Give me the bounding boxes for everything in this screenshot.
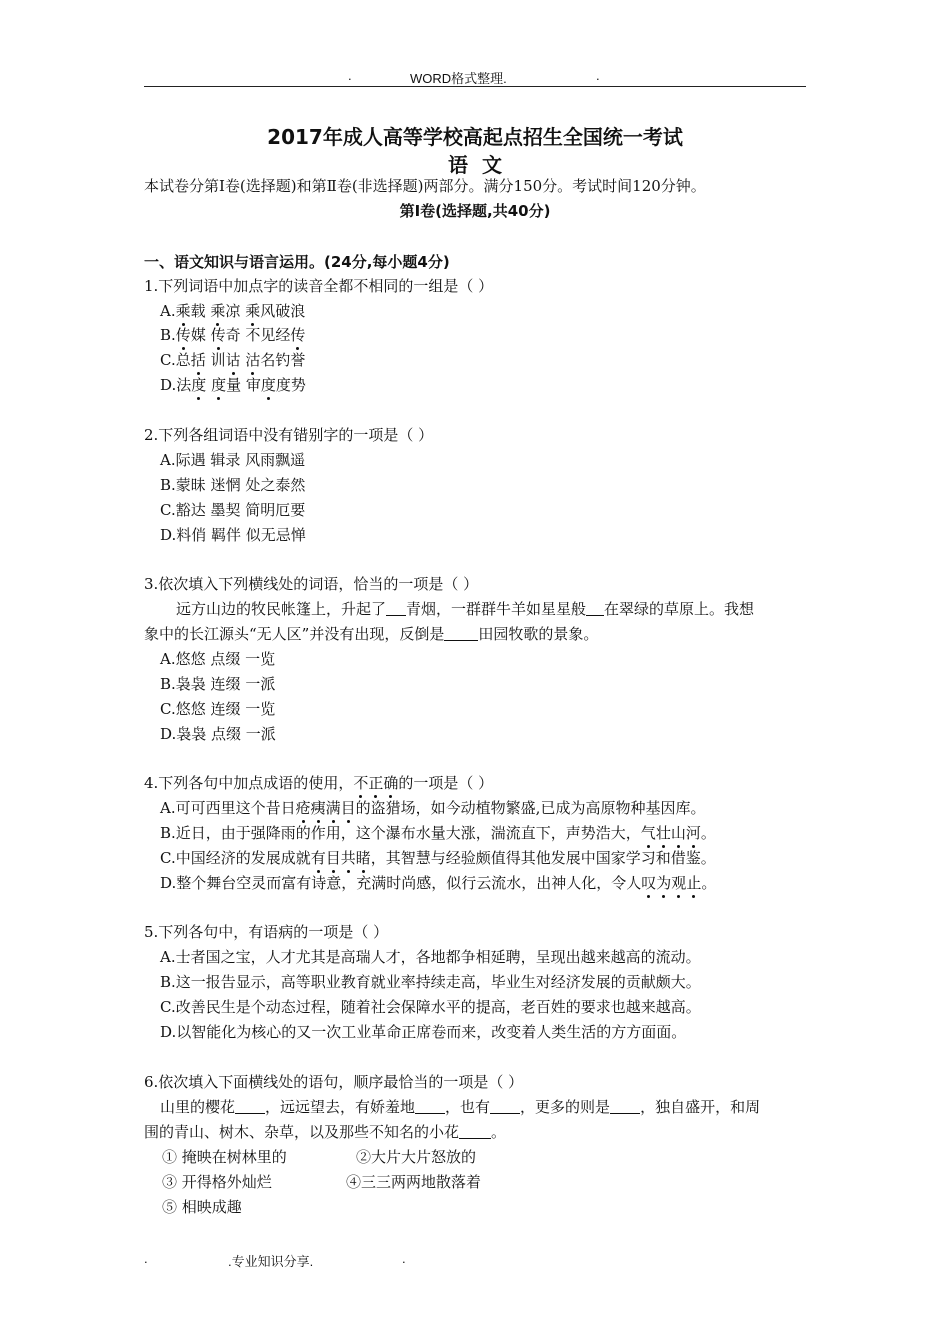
- q1a-dot1: 乘: [175, 302, 191, 320]
- blank: [610, 1099, 640, 1114]
- q3-option-d: D.袅袅 点缀 一派: [160, 725, 276, 743]
- page-header: [144, 66, 806, 87]
- q3-text: 田园牧歌的景象。: [478, 625, 599, 643]
- q1a-t4: 凉: [225, 302, 246, 320]
- q4-dot: 满: [325, 799, 341, 817]
- q4-text: B.近日，由于强降雨的作用，这个瀑布水量大涨，湍流直下，声势浩大，: [160, 824, 641, 842]
- q4-option-a: [160, 798, 705, 818]
- q4-dot: 痍: [310, 799, 326, 817]
- q4-dot: 山: [670, 824, 686, 842]
- q1d-dot1: 度: [191, 376, 207, 394]
- q3-option-c: C.悠悠 连缀 一览: [160, 700, 276, 718]
- q2-option-a: A.际遇 辑录 风雨飘遥: [160, 451, 306, 469]
- q4-dot: 确: [383, 774, 399, 792]
- q1c-dot3: 诂: [225, 351, 241, 369]
- q1d-t0: D.法: [160, 376, 192, 394]
- q6-text: ，远远望去，有娇羞地: [265, 1098, 416, 1116]
- q4-dot: 止: [686, 874, 702, 892]
- q3-passage-line2: [144, 624, 598, 644]
- q4-dot: 不: [353, 774, 369, 792]
- q6-text: ，也有: [445, 1098, 491, 1116]
- q1-stem: 1.下列词语中加点字的读音全都不相同的一组是（ ）: [144, 277, 494, 295]
- q5-option-b: B.这一报告显示，高等职业教育就业率持续走高，毕业生对经济发展的贡献颇大。: [160, 973, 701, 991]
- q1a-dot3: 乘: [210, 302, 226, 320]
- q4-dot: 叹: [641, 874, 657, 892]
- q4-text: 。: [701, 874, 717, 892]
- q3-text: 象中的长江源头“无人区”并没有出现，反倒是: [144, 625, 445, 643]
- q1-option-d: [160, 375, 306, 395]
- q1b-t4: 奇 不见经: [225, 326, 291, 344]
- footer-dot-right: .: [402, 1251, 406, 1266]
- q1a-dot5: 乘: [245, 302, 261, 320]
- q1b-t0: B.: [160, 326, 176, 344]
- q2-stem: 2.下列各组词语中没有错别字的一项是（ ）: [144, 426, 434, 444]
- section1-title: 一、语文知识与语言运用。(24分,每小题4分): [144, 253, 450, 271]
- q3-stem: 3.依次填入下列横线处的词语，恰当的一项是（ ）: [144, 575, 479, 593]
- q1-option-c: [160, 350, 305, 370]
- q5-option-c: C.改善民生是个动态过程，随着社会保障水平的提高，老百姓的要求也越来越高。: [160, 998, 701, 1016]
- q4-dot: 共: [340, 849, 356, 867]
- q6-text: 山里的樱花: [160, 1098, 236, 1116]
- q1b-dot1: 传: [175, 326, 191, 344]
- q4-dot: 目: [325, 849, 341, 867]
- blank: [459, 1124, 491, 1139]
- blank: [586, 601, 604, 616]
- q4-option-b: [160, 823, 716, 843]
- q5-option-d: D.以智能化为核心的又一次工业革命正席卷而来，改变着人类生活的方方面面。: [160, 1023, 687, 1041]
- q4-text: A.可可西里这个昔日: [160, 799, 296, 817]
- exam-subject: 语文: [448, 153, 516, 177]
- q4-dot: 观: [671, 874, 687, 892]
- q6-choice-4: ④三三两两地散落着: [346, 1173, 482, 1191]
- q3-text: 远方山边的牧民帐篷上，升起了: [176, 600, 387, 618]
- q4-text: C.中国经济的发展成就: [160, 849, 311, 867]
- q3-option-b: B.袅袅 连缀 一派: [160, 675, 276, 693]
- q6-passage-line1: [160, 1097, 760, 1117]
- q4-dot: 气: [640, 824, 656, 842]
- q4-dot: 有: [310, 849, 326, 867]
- exam-title: 2017年成人高等学校高起点招生全国统一考试: [267, 125, 683, 149]
- q1d-t6: 度势: [275, 376, 306, 394]
- exam-intro: 本试卷分第Ⅰ卷(选择题)和第Ⅱ卷(非选择题)两部分。满分150分。考试时间120分钟。: [144, 177, 706, 195]
- q4-dot: 为: [656, 874, 672, 892]
- blank: [386, 601, 406, 616]
- q3-passage-line1: [176, 599, 754, 619]
- q4-text: D.整个舞台空灵而富有诗意，充满时尚感，似行云流水，出神人化，令人: [160, 874, 642, 892]
- q4-stem: [144, 773, 493, 793]
- q6-text: ，更多的则是: [520, 1098, 611, 1116]
- q1c-t2: 训: [205, 351, 226, 369]
- q4-dot: 目: [340, 799, 356, 817]
- q6-passage-line2: [144, 1122, 506, 1142]
- q3-text: 在翠绿的草原上。我想: [604, 600, 755, 618]
- q1d-dot5: 度: [260, 376, 276, 394]
- q2-option-d: D.料俏 羁伴 似无忌惮: [160, 526, 306, 544]
- q4-dot: 疮: [295, 799, 311, 817]
- q1c-t6: 名钓誉: [260, 351, 306, 369]
- blank: [415, 1099, 445, 1114]
- q4-text: 的盗猎场，如今动植物繁盛,已成为高原物种基因库。: [355, 799, 706, 817]
- blank: [444, 626, 478, 641]
- q1-option-b: [160, 325, 305, 345]
- q6-choice-3: ③ 开得格外灿烂: [162, 1173, 272, 1191]
- q6-text: 。: [491, 1123, 507, 1141]
- q1b-t2: 媒: [190, 326, 211, 344]
- q1c-dot5: 沽: [245, 351, 261, 369]
- q6-text: 围的青山、树木、杂草，以及那些不知名的小花: [144, 1123, 460, 1141]
- header-dot-right: .: [596, 68, 600, 83]
- q1d-dot3: 度: [211, 376, 227, 394]
- q1-option-a: [160, 301, 305, 321]
- header-dot-left: .: [348, 68, 352, 83]
- q6-choice-5: ⑤ 相映成趣: [162, 1198, 242, 1216]
- q1a-t6: 风破浪: [260, 302, 306, 320]
- q4-option-d: [160, 873, 716, 893]
- q1b-dot5: 传: [290, 326, 306, 344]
- q1d-t4: 量 审: [226, 376, 261, 394]
- q6-choice-2: ②大片大片怒放的: [356, 1148, 477, 1166]
- q1a-t2: 载: [190, 302, 211, 320]
- q1b-dot3: 传: [210, 326, 226, 344]
- header-text: WORD格式整理.: [410, 71, 507, 86]
- q6-text: ，独自盛开，和周: [640, 1098, 761, 1116]
- q2-option-c: C.豁达 墨契 简明厄要: [160, 501, 306, 519]
- q5-option-a: A.士者国之宝，人才尤其是高瑞人才，各地都争相延聘，呈现出越来越高的流动。: [160, 948, 701, 966]
- q5-stem: 5.下列各句中，有语病的一项是（ ）: [144, 923, 389, 941]
- q4-text: 。: [700, 824, 716, 842]
- q2-option-b: B.蒙昧 迷惘 处之泰然: [160, 476, 306, 494]
- q6-choice-1: ① 掩映在树林里的: [162, 1148, 287, 1166]
- blank: [490, 1099, 520, 1114]
- q1c-dot1: 括: [190, 351, 206, 369]
- q4-stem-text: 的一项是（ ）: [398, 774, 494, 792]
- q4-option-c: [160, 848, 716, 868]
- q3-option-a: A.悠悠 点缀 一览: [160, 650, 276, 668]
- q4-dot: 睹: [355, 849, 371, 867]
- blank: [235, 1099, 265, 1114]
- q4-stem-text: 4.下列各句中加点成语的使用，: [144, 774, 354, 792]
- q4-dot: 壮: [655, 824, 671, 842]
- q4-dot: 正: [368, 774, 384, 792]
- q3-text: 青烟，一群群牛羊如星星般: [406, 600, 587, 618]
- q4-dot: 河: [685, 824, 701, 842]
- part1-title: 第Ⅰ卷(选择题,共40分): [399, 202, 551, 220]
- q6-stem: 6.依次填入下面横线处的语句，顺序最恰当的一项是（ ）: [144, 1073, 524, 1091]
- q4-text: ，其智慧与经验颇值得其他发展中国家学习和借鉴。: [370, 849, 716, 867]
- footer-dot-left: .: [144, 1251, 148, 1266]
- q1c-t0: C.总: [160, 351, 191, 369]
- footer-text: .专业知识分享.: [228, 1254, 314, 1269]
- q1a-t0: A.: [160, 302, 176, 320]
